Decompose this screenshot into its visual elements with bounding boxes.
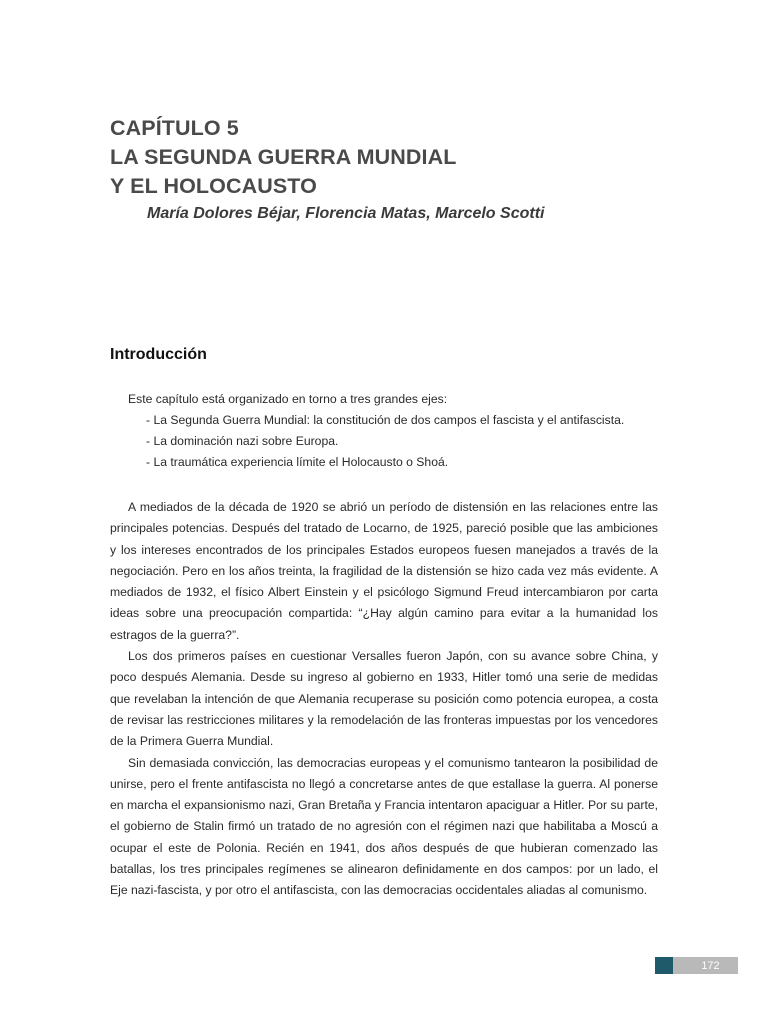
bullet-item-1: - La Segunda Guerra Mundial: la constitución de dos campos el fascista y el antifascista.: [146, 413, 625, 427]
intro-block: [110, 389, 658, 473]
body-text: [110, 497, 658, 902]
chapter-title-line-1: CAPÍTULO 5: [110, 116, 239, 140]
chapter-title-line-3: Y EL HOLOCAUSTO: [110, 174, 317, 198]
page-number-badge: [655, 957, 738, 974]
chapter-title-line-2: LA SEGUNDA GUERRA MUNDIAL: [110, 145, 457, 169]
paragraph-1: A mediados de la década de 1920 se abrió un período de distensión en las relaciones entre las principales potencias. Después del tratado de Locarno, de 1925, pareció posible que las ambiciones y los intereses encontrados de los principales Estados europeos fuesen manejados a través de la negociación. Pero en los años treinta, la fragilidad de la distensión se hizo cada vez más evidente. A mediados de 1932, el físico Albert Einstein y el psicólogo Sigmund Freud intercambiaron por carta ideas sobre una preocupación compartida: “¿Hay algún camino para evitar a la humanidad los estragos de la guerra?”.: [110, 500, 658, 642]
bullet-item-3: - La traumática experiencia límite el Holocausto o Shoá.: [146, 455, 449, 469]
chapter-authors: María Dolores Béjar, Florencia Matas, Marcelo Scotti: [147, 205, 545, 222]
page-number-accent-block: [655, 957, 673, 974]
bullet-item-2: - La dominación nazi sobre Europa.: [146, 434, 339, 448]
paragraph-3: Sin demasiada convicción, las democracias europeas y el comunismo tantearon la posibilidad de unirse, pero el frente antifascista no llegó a concretarse antes de que estallase la guerra. Al ponerse en marcha el expansionismo nazi, Gran Bretaña y Francia intentaron apaciguar a Hitler. Por su parte, el gobierno de Stalin firmó un tratado de no agresión con el régimen nazi que habilitaba a Moscú a ocupar el este de Polonia. Recién en 1941, dos años después de que hubieran comenzado las batallas, los tres principales regímenes se alinearon definidamente en dos campos: por un lado, el Eje nazi-fascista, y por otro el antifascista, con las democracias occidentales aliadas al comunismo.: [110, 755, 658, 898]
page-number: 172: [673, 957, 738, 974]
intro-sentence: Este capítulo está organizado en torno a tres grandes ejes:: [128, 392, 448, 406]
chapter-title: [110, 114, 457, 201]
paragraph-2: Los dos primeros países en cuestionar Versalles fueron Japón, con su avance sobre China, y poco después Alemania. Desde su ingreso al gobierno en 1933, Hitler tomó una serie de medidas que revelaban la intención de que Alemania recuperase su posición como potencia europea, a costa de revisar las restricciones militares y la remodelación de las fronteras impuestas por los vencedores de la Primera Guerra Mundial.: [110, 649, 658, 749]
section-heading: Introducción: [110, 346, 207, 363]
